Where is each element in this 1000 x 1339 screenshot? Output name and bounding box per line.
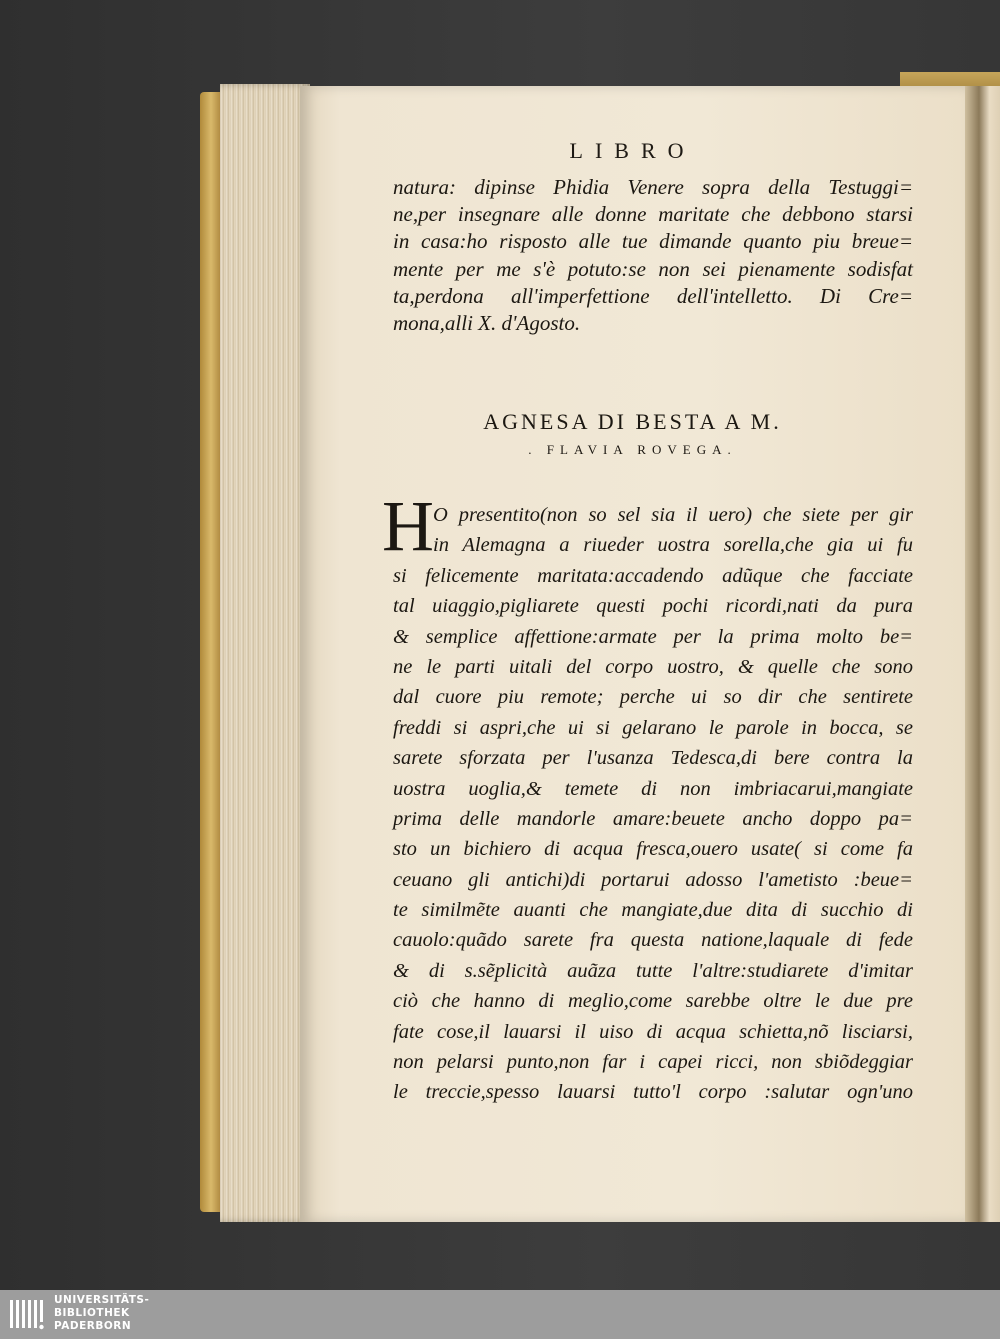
text-line: cauolo:quãdo sarete fra questa natione,laquale di fede — [393, 929, 913, 952]
text-line: tal uiaggio,pigliarete questi pochi ricordi,nati da pura — [393, 595, 913, 618]
text-line: uostra uoglia,& temete di non imbriacarui,mangiate — [393, 777, 913, 800]
text-line: fate cose,il lauarsi il uiso di acqua schietta,nõ lisciarsi, — [393, 1020, 913, 1043]
text-line: & di s.sẽplicità auãza tutte l'altre:studiarete d'imitar — [393, 959, 913, 982]
text-line: in casa:ho risposto alle tue dimande quanto piu breue= — [393, 229, 913, 254]
library-name — [54, 1294, 149, 1333]
text-line: ciò che hanno di meglio,come sarebbe oltre le due pre — [393, 990, 913, 1013]
letter-heading: AGNESA DI BESTA A M. — [483, 409, 782, 434]
text-line: si felicemente maritata:accadendo adũque che facciate — [393, 564, 913, 587]
text-line: sarete sforzata per l'usanza Tedesca,di bere contra la — [393, 747, 913, 770]
book-page — [300, 86, 965, 1222]
text-line: natura: dipinse Phidia Venere sopra della Testuggi= — [393, 175, 913, 199]
text-line: freddi si aspri,che ui si gelarano le parole in bocca, se — [393, 716, 913, 739]
page-edges — [220, 84, 310, 1222]
text-line: ceuano gli antichi)di portarui adosso l'ametisto :beue= — [393, 868, 913, 891]
running-head: LIBRO — [569, 138, 696, 163]
text-line: te similmẽte auanti che mangiate,due dita di succhio di — [393, 899, 913, 922]
book-cover-edge — [200, 92, 222, 1212]
text-line: non pelarsi punto,non far i capei ricci, non sbiõdeggiar — [393, 1051, 913, 1074]
text-line: & semplice affettione:armate per la prima molto be= — [393, 625, 913, 648]
library-logo-icon — [8, 1294, 48, 1334]
closing-text-block — [393, 174, 913, 337]
text-line: prima delle mandorle amare:beuete ancho doppo pa= — [393, 807, 913, 830]
letter-body — [393, 500, 913, 1108]
text-line: le treccie,spesso lauarsi tutto'l corpo :salutar ogn'uno — [393, 1081, 913, 1104]
book — [200, 72, 1000, 1232]
text-line: in Alemagna a riueder uostra sorella,che gia ui fu — [433, 534, 913, 557]
library-name-line: BIBLIOTHEK — [54, 1307, 130, 1319]
letter-subheading: . FLAVIA ROVEGA. — [528, 442, 737, 457]
text-line: O presentito(non so sel sia il uero) che siete per gir — [433, 504, 913, 526]
drop-cap: H — [382, 486, 434, 566]
text-line: dal cuore piu remote; perche ui so dir che sentirete — [393, 686, 913, 709]
text-line: sto un bichiero di acqua fresca,ouero usate( si come fa — [393, 838, 913, 861]
text-line: ta,perdona all'imperfettione dell'intelletto. Di Cre= — [393, 283, 913, 308]
library-name-line: UNIVERSITÄTS- — [54, 1294, 150, 1306]
book-gutter — [965, 86, 1000, 1222]
library-name-line: PADERBORN — [54, 1320, 132, 1332]
text-line: mente per me s'è potuto:se non sei pienamente sodisfat — [393, 256, 913, 281]
library-footer — [0, 1290, 1000, 1339]
text-line: ne le parti uitali del corpo uostro, & quelle che sono — [393, 655, 913, 678]
text-line: mona,alli X. d'Agosto. — [393, 310, 581, 335]
text-line: ne,per insegnare alle donne maritate che debbono starsi — [393, 202, 913, 227]
